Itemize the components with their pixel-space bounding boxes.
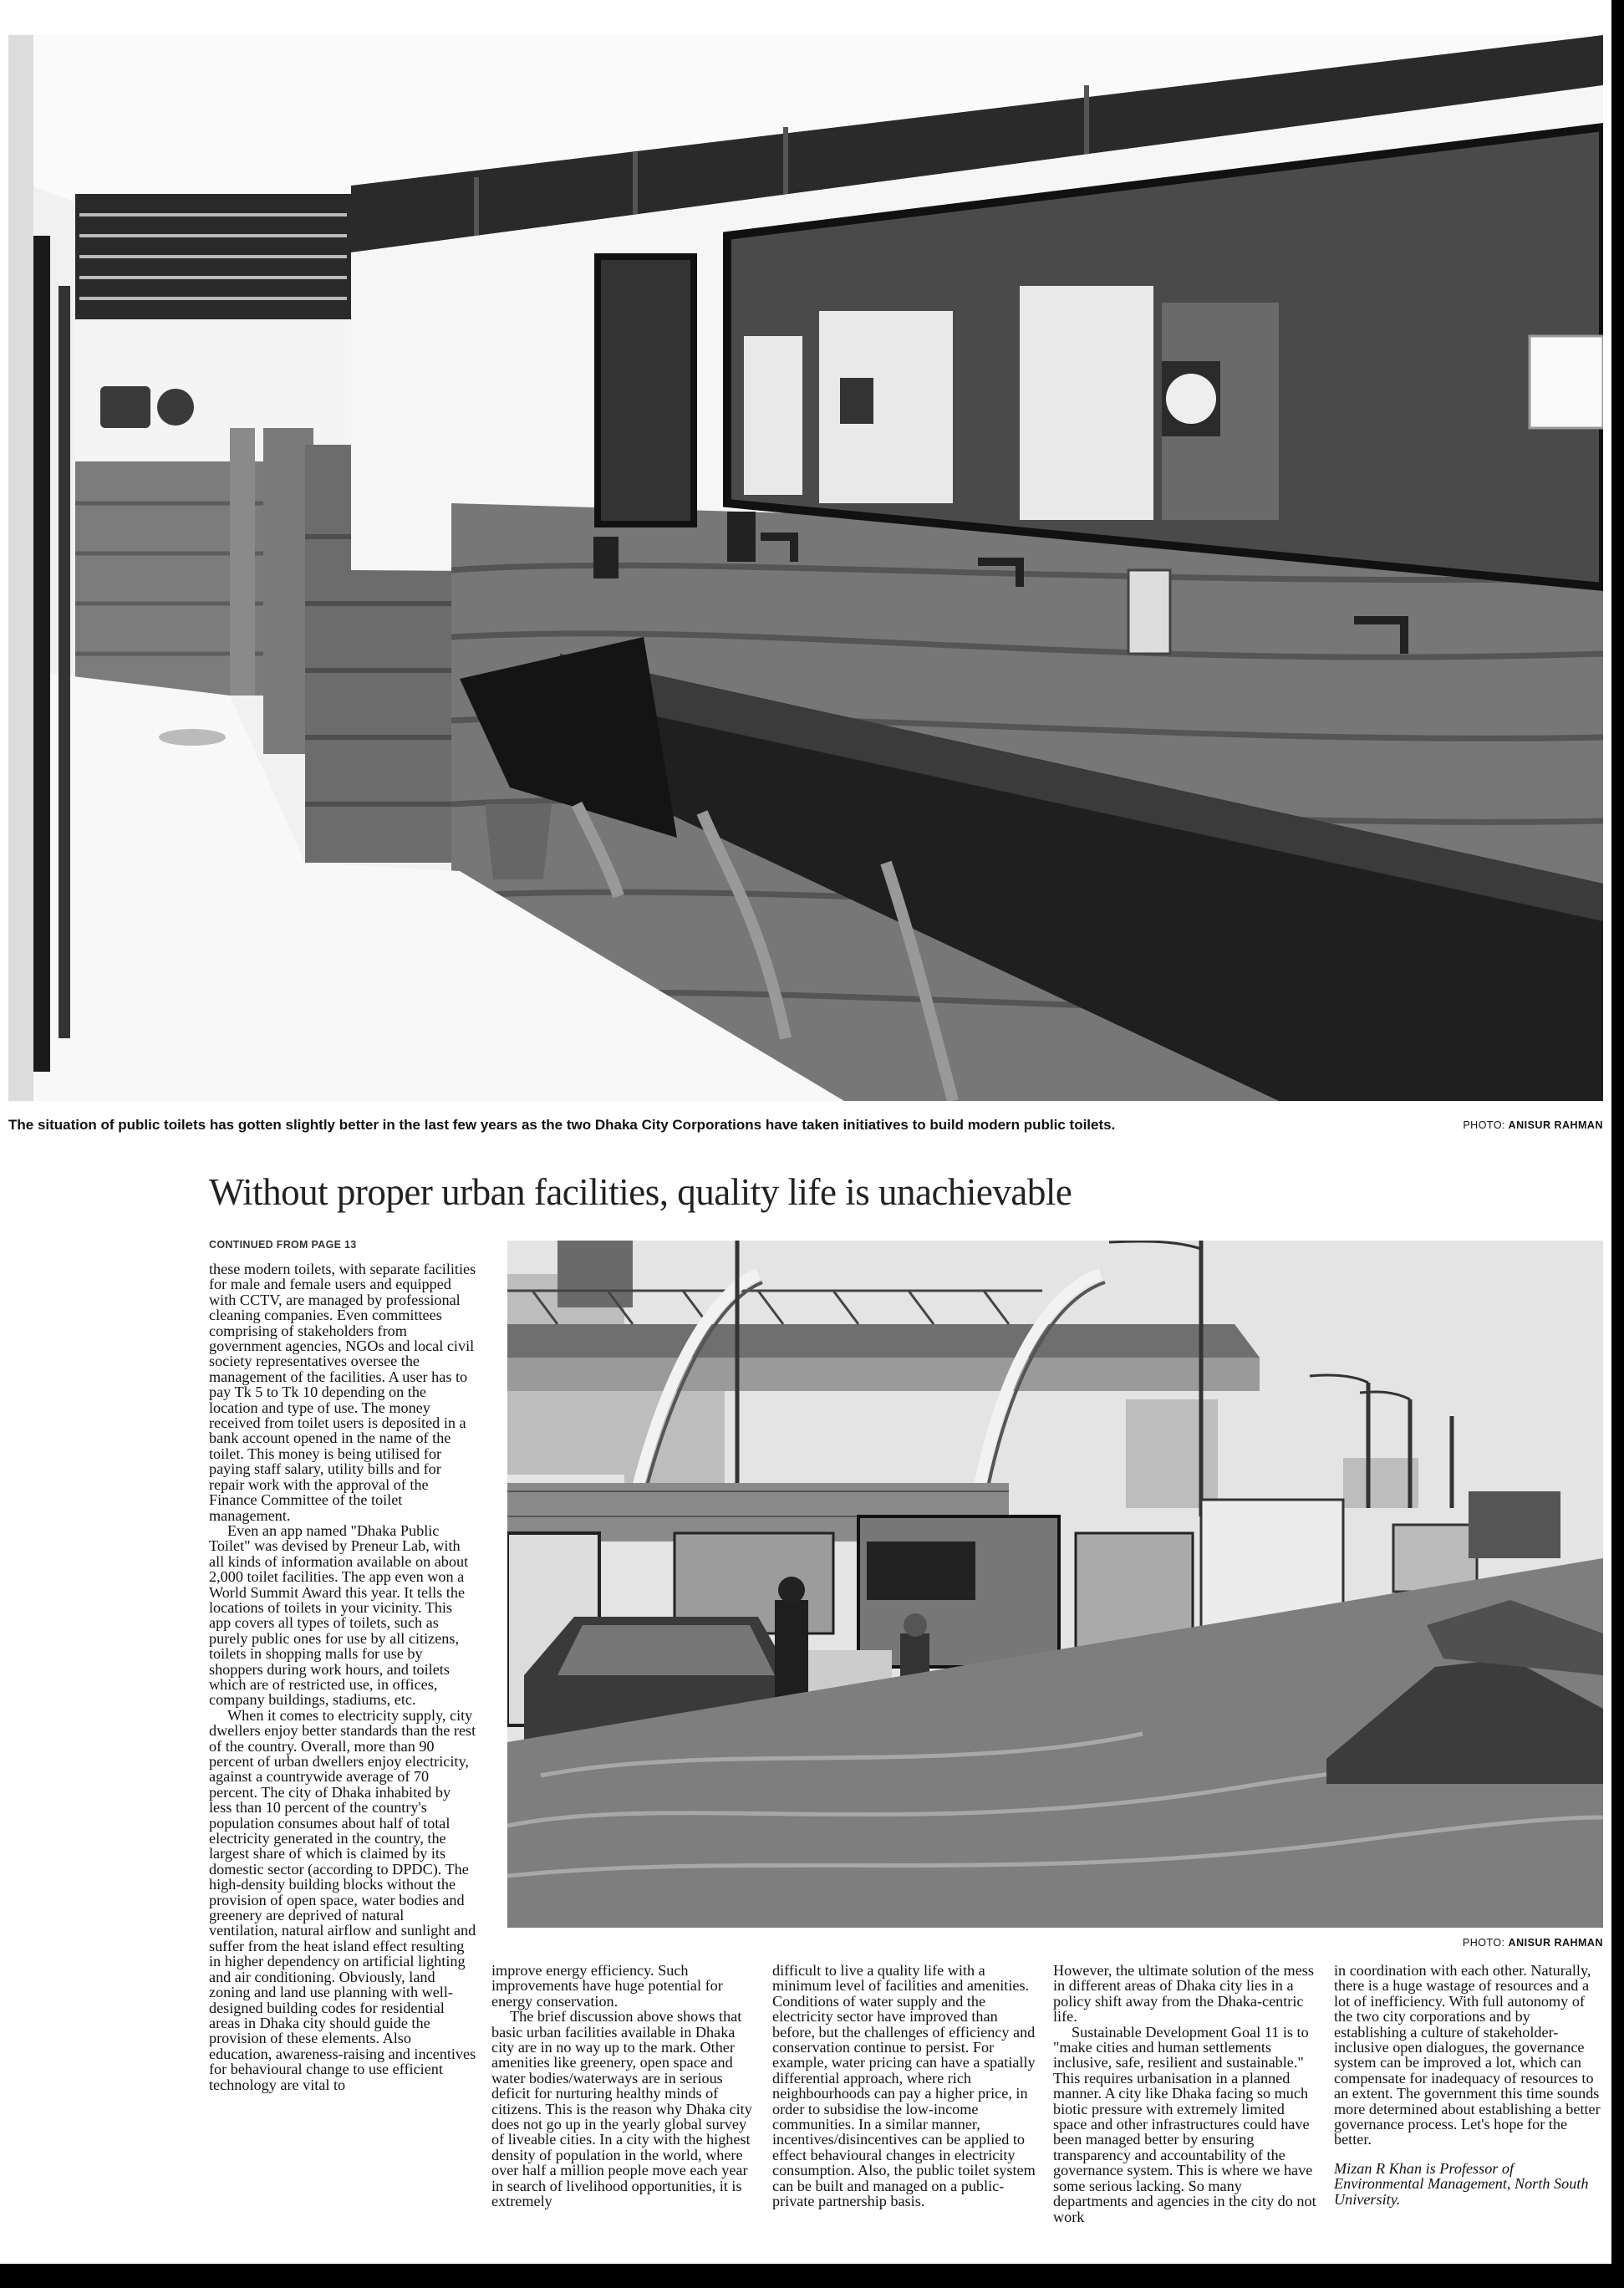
paragraph: Sustainable Development Goal 11 is to "make cities and human settlements inclusive, safe, resilient and sustainable." This requires urbanisation in a planned manner. A city like Dhaka facing so much biotic pressure with extremely limited space and other infrastructures could have been managed better by ensuring transparency and accountability of the governance system. This is where we have some serious lacking. So many departments and agencies in the city do not work [1053, 2023, 1316, 2225]
public-toilet-photo [8, 35, 1603, 1101]
paragraph: When it comes to electricity supply, city dwellers enjoy better standards than the rest of the country. Overall, more than 90 percent of urban dwellers enjoy electricity, against a countrywide average of 70 percent. The city of Dhaka inhabited by less than 10 percent of the country's population consumes about half of total electricity generated in the country, the largest share of which is claimed by its domestic sector (according to DPDC). The high-density building blocks without the provision of open space, water bodies and greenery are deprived of natural ventilation, natural airflow and sunlight and suffer from the heat island effect resulting in higher dependency on artificial lighting and air conditioning. Obviously, land zoning and land use planning with well-designed building codes for residential areas in Dhaka city should guide the provision of these elements. Also education, awareness-raising and incentives for behavioural change to use efficient technology are vital to [209, 1706, 476, 2093]
article-column-4 [1053, 1963, 1319, 2224]
continued-from-label: CONTINUED FROM PAGE 13 [209, 1239, 357, 1251]
flood-photo-credit-name: ANISUR RAHMAN [1508, 1937, 1603, 1949]
paragraph: in coordination with each other. Naturally, there is a huge wastage of resources and a lot of inefficiency. With full autonomy of the two city corporations and by establishing a culture of stakeholder-inclusive open dialogues, the governance system can be improved a lot, which can compensate for inadequacy of resources to an extent. The government this time sounds more determined about establishing a better governance process. Let's hope for the better. [1334, 1962, 1601, 2148]
top-photo-caption [8, 1117, 1603, 1139]
flood-photo-credit [1463, 1937, 1603, 1949]
paragraph: The brief discussion above shows that basic urban facilities available in Dhaka city are in no way up to the mark. Other amenities like greenery, open space and water bodies/waterways are in serious deficit for nurturing healthy minds of citizens. This is the reason why Dhaka city does not go up in the yearly global survey of liveable cities. In a city with the highest density of population in the world, where over half a million people move each year in search of livelihood opportunities, it is extremely [491, 2008, 752, 2210]
article-column-3 [772, 1963, 1038, 2209]
article-column-5 [1334, 1963, 1603, 2207]
article-headline: Without proper urban facilities, quality life is unachievable [209, 1171, 1072, 1213]
flooded-street-illustration [507, 1241, 1603, 1928]
paragraph: Even an app named "Dhaka Public Toilet" was devised by Preneur Lab, with all kinds of information available on about 2,000 toilet facilities. The app even won a World Summit Award this year. It tells the locations of toilets in your vicinity. This app covers all types of toilets, such as purely public ones for use by all citizens, toilets in shopping malls for use by shoppers during work hours, and toilets which are of restricted use, in offices, company buildings, stadiums, etc. [209, 1521, 469, 1709]
paragraph: these modern toilets, with separate facilities for male and female users and equipped with CCTV, are managed by professional cleaning companies. Even committees comprising of stakeholders from government agencies, NGOs and local civil society representatives oversee the management of the facilities. A user has to pay Tk 5 to Tk 10 depending on the location and type of use. The money received from toilet users is deposited in a bank account opened in the name of the toilet. This money is being utilised for paying staff salary, utility bills and for repair work with the approval of the Finance Committee of the toilet management. [209, 1261, 476, 1524]
public-toilet-illustration [8, 35, 1603, 1101]
article-column-1 [209, 1261, 476, 2092]
top-photo-credit-name: ANISUR RAHMAN [1508, 1119, 1603, 1131]
paragraph: improve energy efficiency. Such improvements have huge potential for energy conservation. [491, 1962, 723, 2010]
article-column-2 [491, 1963, 757, 2209]
top-photo-credit [1463, 1119, 1603, 1131]
paragraph: difficult to live a quality life with a minimum level of facilities and amenities. Conditions of water supply and the electricity sector have improved than before, but the challenges of efficiency and conservation continue to persist. For example, water pricing can have a spatially differential approach, where rich neighbourhoods can pay a higher price, in order to subsidise the low-income communities. In a similar manner, incentives/disincentives can be applied to effect behavioural changes in electricity consumption. Also, the public toilet system can be built and managed on a public-private partnership basis. [772, 1962, 1036, 2210]
paragraph: However, the ultimate solution of the mess in different areas of Dhaka city lies in a policy shift away from the Dhaka-centric life. [1053, 1962, 1314, 2026]
top-photo-caption-text: The situation of public toilets has gotten slightly better in the last few years as the two Dhaka City Corporations have taken initiatives to build modern public toilets. [8, 1117, 1116, 1133]
flood-photo-credit-label: PHOTO: [1462, 1937, 1505, 1949]
flooded-street-photo [507, 1241, 1603, 1928]
author-byline: Mizan R Khan is Professor of Environmental Management, North South University. [1334, 2159, 1589, 2208]
top-photo-credit-label: PHOTO: [1463, 1119, 1506, 1131]
